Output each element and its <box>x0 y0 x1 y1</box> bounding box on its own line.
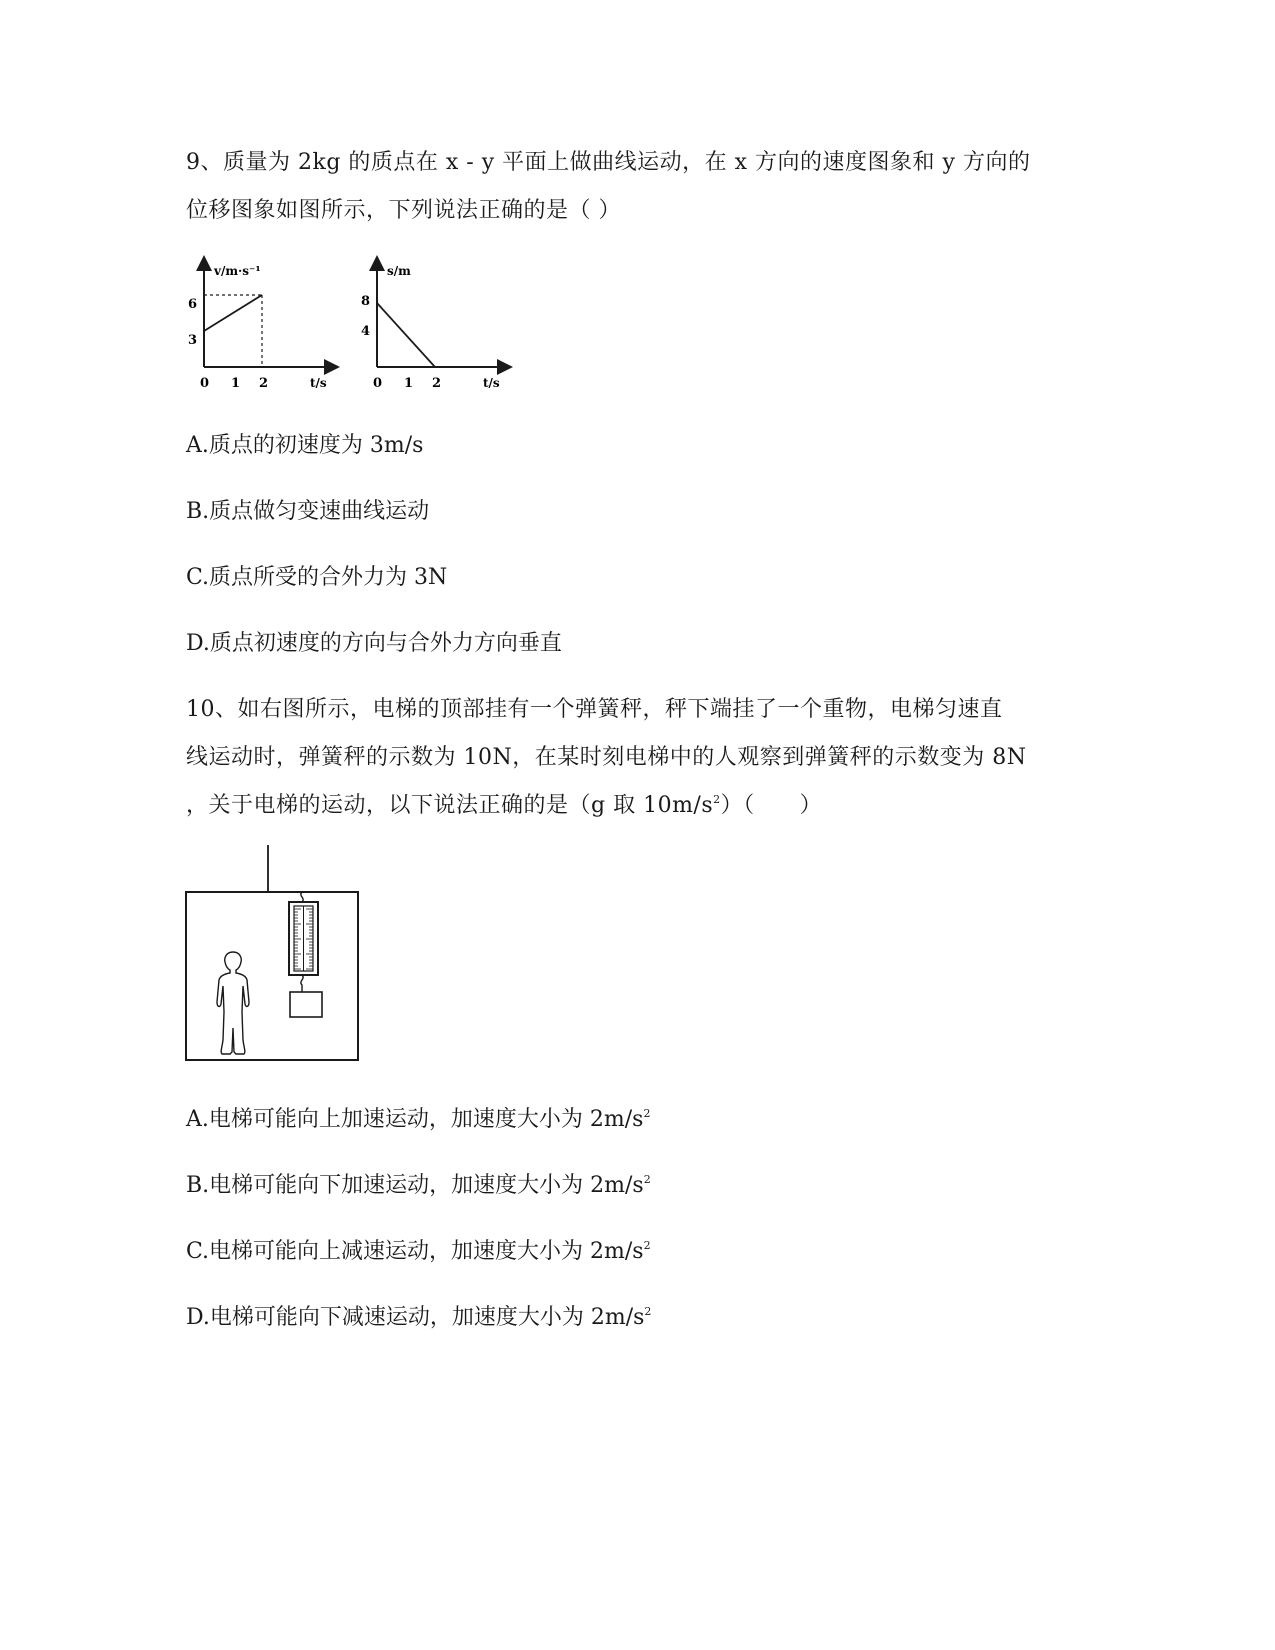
elevator-car <box>186 892 358 1060</box>
scale-bottom-hook <box>301 975 303 992</box>
v-graph-ytick-6: 6 <box>188 297 198 312</box>
q10-stem-line3: ，关于电梯的运动，以下说法正确的是（g 取 $10m/s^2$）（ ） <box>186 793 823 818</box>
q10-option-d[interactable]: D.电梯可能向下减速运动，加速度大小为 $2m/s^2$ <box>186 1305 652 1330</box>
q9-option-a[interactable]: A.质点的初速度为 3m/s <box>186 433 424 458</box>
s-graph-origin: 0 <box>373 376 383 391</box>
v-graph-origin: 0 <box>200 376 210 391</box>
v-graph-xlabel: t/s <box>310 376 327 390</box>
s-graph-ytick-8: 8 <box>361 294 371 309</box>
q9-option-c[interactable]: C.质点所受的合外力为 3N <box>186 565 448 590</box>
s-graph-xtick-2: 2 <box>432 376 442 391</box>
s-graph-xlabel: t/s <box>483 376 500 390</box>
q9-option-b[interactable]: B.质点做匀变速曲线运动 <box>186 499 430 524</box>
v-graph-ytick-3: 3 <box>188 333 198 348</box>
velocity-time-graph <box>180 255 340 395</box>
q10-option-c[interactable]: C.电梯可能向上减速运动，加速度大小为 $2m/s^2$ <box>186 1239 651 1264</box>
q10-option-a[interactable]: A.电梯可能向上加速运动，加速度大小为 $2m/s^2$ <box>186 1107 651 1132</box>
q10-stem-line1: 10、如右图所示，电梯的顶部挂有一个弹簧秤，秤下端挂了一个重物，电梯匀速直 <box>186 697 1003 722</box>
v-graph-xtick-2: 2 <box>259 376 269 391</box>
v-graph-ylabel: v/m·s⁻¹ <box>214 264 261 278</box>
q9-option-d[interactable]: D.质点初速度的方向与合外力方向垂直 <box>186 631 562 656</box>
s-graph-ylabel: s/m <box>387 264 411 278</box>
spring-scale <box>289 902 318 975</box>
q10-option-b[interactable]: B.电梯可能向下加速运动，加速度大小为 $2m/s^2$ <box>186 1173 651 1198</box>
q10-stem-line2: 线运动时，弹簧秤的示数为 10N，在某时刻电梯中的人观察到弹簧秤的示数变为 8N <box>186 745 1027 770</box>
q9-stem-line2: 位移图象如图所示，下列说法正确的是（ ） <box>186 198 621 223</box>
displacement-time-graph <box>355 255 515 395</box>
s-graph-ytick-4: 4 <box>361 324 371 339</box>
q9-stem-line1: 9、质量为 2kg 的质点在 x - y 平面上做曲线运动，在 x 方向的速度图象和 y 方向的 <box>186 150 1031 175</box>
v-graph-data-line <box>204 295 262 331</box>
s-graph-data-line <box>377 303 435 367</box>
scale-top-hook <box>301 892 303 902</box>
elevator-diagram <box>180 840 370 1070</box>
v-graph-xtick-1: 1 <box>231 376 241 391</box>
s-graph-xtick-1: 1 <box>404 376 414 391</box>
hanging-weight <box>290 992 322 1017</box>
person-figure <box>217 952 249 1054</box>
